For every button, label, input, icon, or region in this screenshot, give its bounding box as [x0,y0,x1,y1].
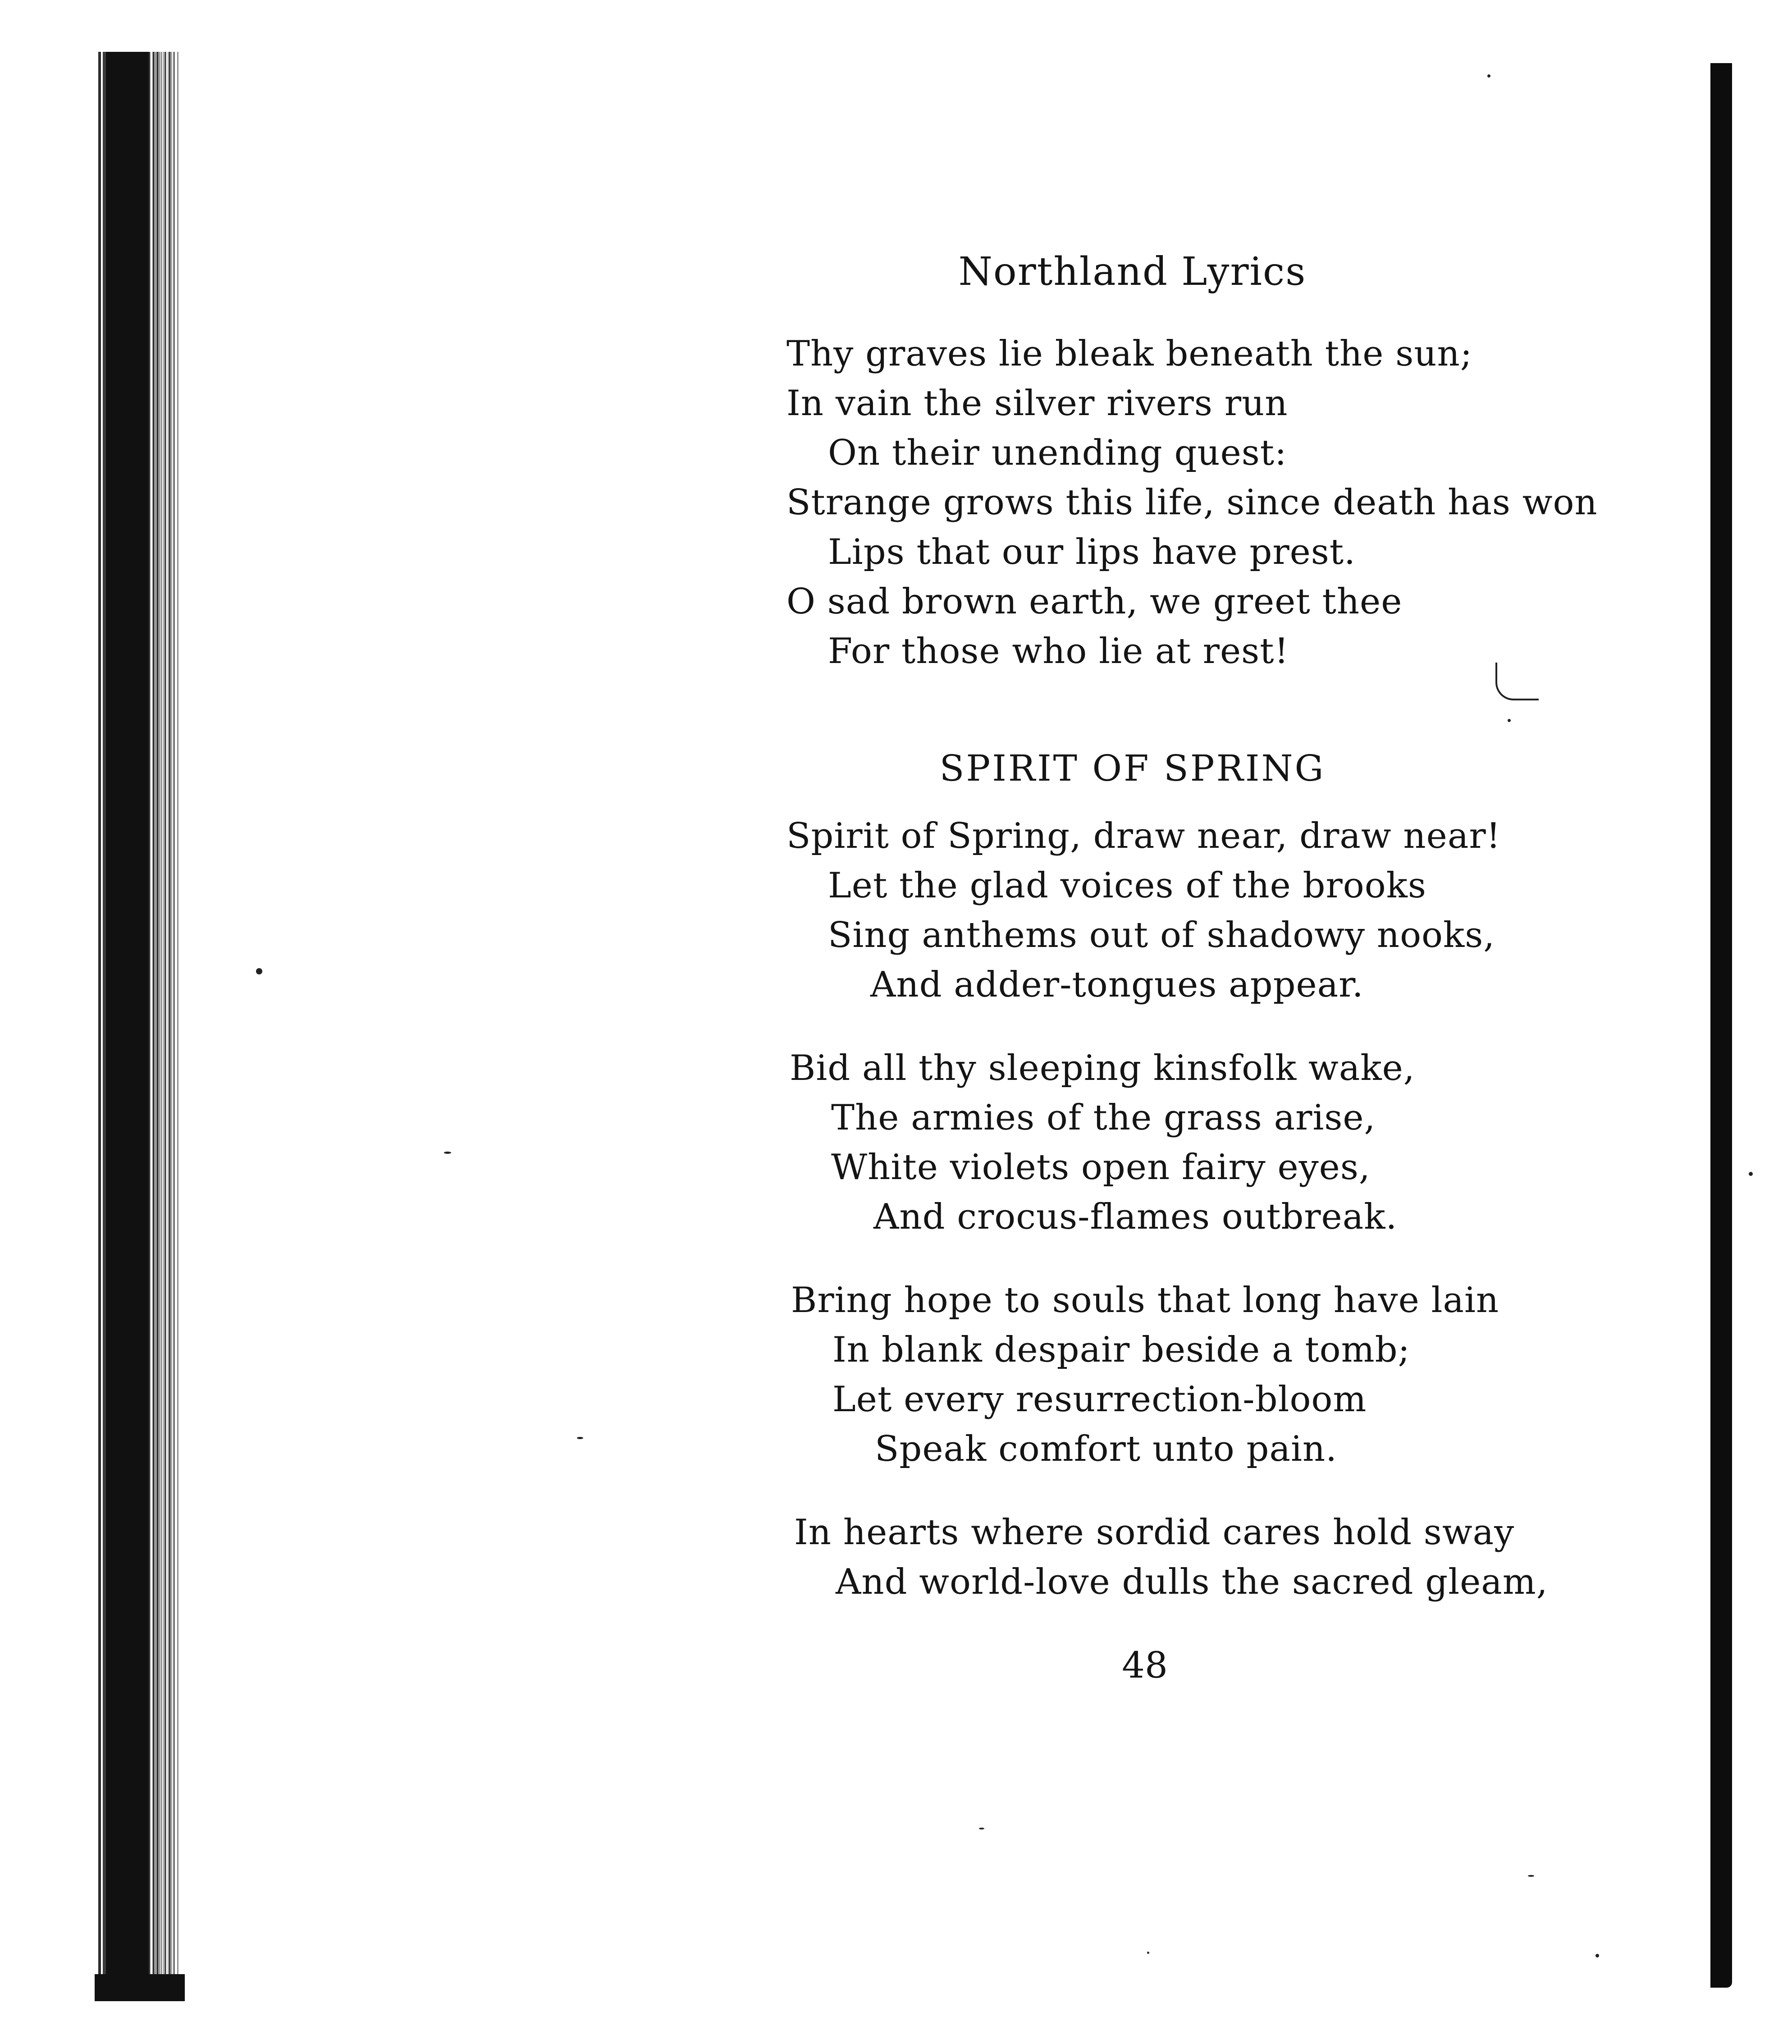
poem-title: SPIRIT OF SPRING [939,747,1326,789]
poem-line: Strange grows this life, since death has won [786,482,1598,523]
poem-line: In vain the silver rivers run [786,383,1288,424]
poem-line: The armies of the grass arise, [831,1097,1376,1138]
poem-line: For those who lie at rest! [828,631,1289,672]
scan-speck [1528,1875,1534,1877]
poem-line: Thy graves lie bleak beneath the sun; [786,334,1473,374]
poem-line: O sad brown earth, we greet thee [786,581,1403,622]
scan-speck [444,1152,451,1154]
scan-speck [256,968,262,974]
scan-speck [1595,1954,1599,1957]
right-page-edge [1710,63,1732,1988]
poem-line: Sing anthems out of shadowy nooks, [828,915,1495,956]
left-binding-corner [95,1974,185,2001]
poem-line: White violets open fairy eyes, [831,1147,1371,1188]
scan-speck [1508,719,1511,722]
page-number: 48 [1122,1644,1168,1686]
poem-line: Bring hope to souls that long have lain [791,1280,1499,1321]
poem-line: On their unending quest: [828,433,1287,473]
poem-line: And adder-tongues appear. [870,965,1364,1005]
poem-line: Let the glad voices of the brooks [828,865,1426,906]
pencil-mark [1495,663,1539,700]
poem-line: Bid all thy sleeping kinsfolk wake, [790,1048,1415,1088]
poem-line: And world-love dulls the sacred gleam, [836,1562,1548,1602]
stanza [790,1043,1415,1242]
stanza [791,1276,1499,1474]
poem-line: Speak comfort unto pain. [875,1429,1337,1469]
running-head: Northland Lyrics [958,249,1307,294]
poem-line: In hearts where sordid cares hold sway [794,1512,1515,1553]
scan-speck [1487,74,1490,78]
stanza [794,1508,1548,1607]
poem-line: Lips that our lips have prest. [828,532,1356,572]
poem-line: And crocus-flames outbreak. [873,1197,1398,1237]
scan-speck [577,1437,583,1439]
left-binding-fade [149,52,180,2001]
poem-line: In blank despair beside a tomb; [832,1330,1410,1370]
stanza [786,329,1598,676]
left-binding-shadow [106,52,149,2001]
scan-speck [1147,1952,1149,1954]
scan-speck [1749,1172,1753,1176]
stanza [786,811,1501,1010]
scan-speck [979,1828,984,1829]
poem-line: Let every resurrection-bloom [832,1379,1367,1420]
poem-line: Spirit of Spring, draw near, draw near! [786,816,1501,856]
